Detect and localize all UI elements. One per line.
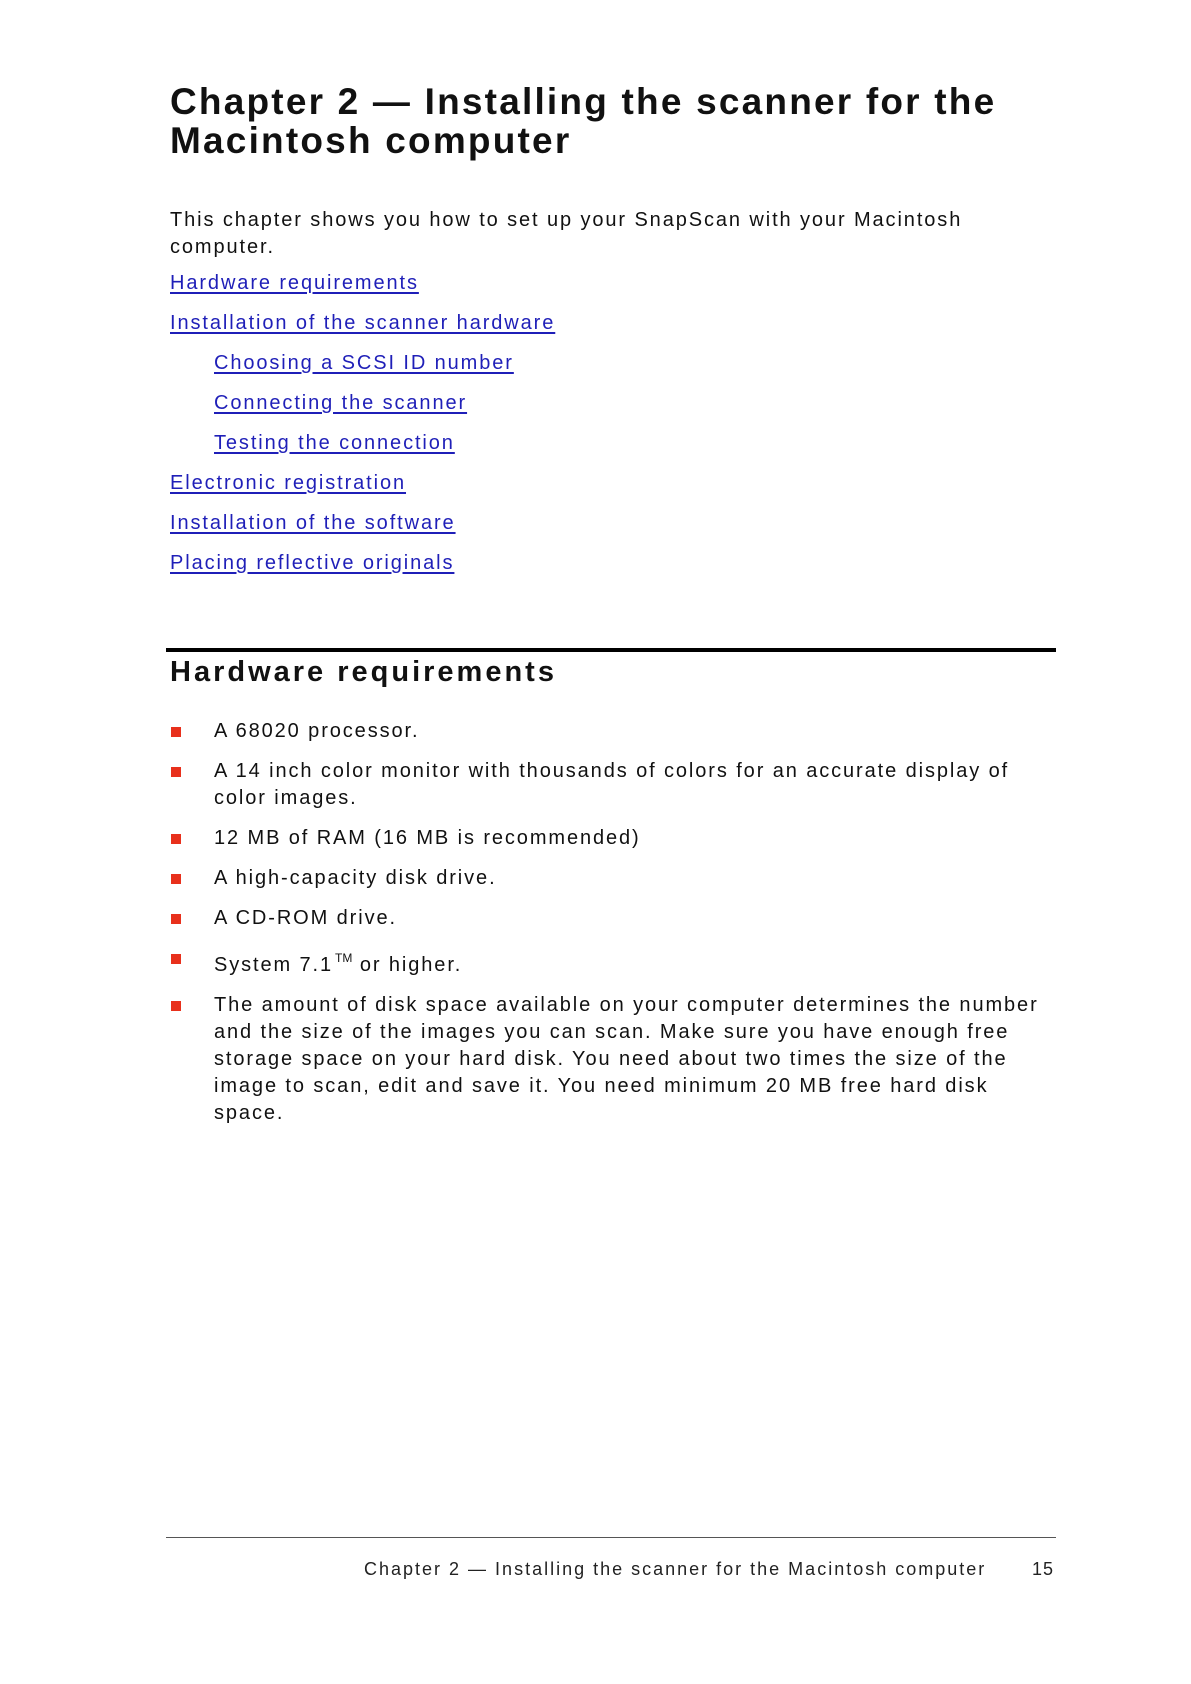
square-bullet-icon bbox=[171, 1001, 181, 1011]
list-item bbox=[170, 758, 1060, 812]
trademark-mark: TM bbox=[335, 951, 353, 965]
footer-divider bbox=[166, 1537, 1056, 1538]
toc-link-installation-scanner-hardware[interactable]: Installation of the scanner hardware bbox=[170, 312, 556, 334]
toc-link-choosing-scsi-id[interactable]: Choosing a SCSI ID number bbox=[214, 352, 514, 374]
list-item-text: 12 MB of RAM (16 MB is recommended) bbox=[214, 827, 641, 849]
toc-link-connecting-scanner[interactable]: Connecting the scanner bbox=[214, 392, 468, 414]
toc-link-hardware-requirements[interactable]: Hardware requirements bbox=[170, 272, 419, 294]
toc-item bbox=[170, 510, 555, 550]
section-heading-hardware-requirements: Hardware requirements bbox=[170, 656, 557, 688]
list-item bbox=[170, 905, 1060, 932]
chapter-title: Chapter 2 — Installing the scanner for the Macintosh computer bbox=[170, 81, 997, 161]
list-item bbox=[170, 865, 1060, 892]
square-bullet-icon bbox=[171, 727, 181, 737]
toc-item bbox=[170, 470, 555, 510]
chapter-contents-list bbox=[170, 270, 555, 590]
toc-link-testing-connection[interactable]: Testing the connection bbox=[214, 432, 455, 454]
list-item-text: A CD-ROM drive. bbox=[214, 907, 397, 929]
square-bullet-icon bbox=[171, 834, 181, 844]
toc-item bbox=[170, 310, 555, 350]
toc-link-electronic-registration[interactable]: Electronic registration bbox=[170, 472, 407, 494]
list-item-text: A 14 inch color monitor with thousands of colors for an accurate display of color images. bbox=[214, 760, 1010, 809]
toc-item bbox=[170, 550, 555, 590]
list-item bbox=[170, 992, 1060, 1127]
square-bullet-icon bbox=[171, 954, 181, 964]
hardware-requirements-list bbox=[170, 718, 1060, 1140]
chapter-intro: This chapter shows you how to set up your SnapScan with your Macintosh computer. bbox=[170, 209, 963, 258]
list-item-text: A 68020 processor. bbox=[214, 720, 420, 742]
list-item bbox=[170, 945, 1060, 979]
toc-link-placing-reflective-originals[interactable]: Placing reflective originals bbox=[170, 552, 455, 574]
list-item bbox=[170, 825, 1060, 852]
toc-item bbox=[170, 390, 555, 430]
square-bullet-icon bbox=[171, 914, 181, 924]
list-item-text: System 7.1 bbox=[214, 954, 334, 976]
toc-item bbox=[170, 270, 555, 310]
section-divider bbox=[166, 648, 1056, 652]
list-item-text: The amount of disk space available on your computer determines the number and the size of the images you can scan. Make sure you have enough free storage space on your hard disk. You need about two times the size of the image to scan, edit and save it. You need minimum 20 MB free hard disk space. bbox=[214, 994, 1039, 1124]
page-number: 15 bbox=[1032, 1559, 1055, 1579]
toc-link-installation-software[interactable]: Installation of the software bbox=[170, 512, 456, 534]
square-bullet-icon bbox=[171, 874, 181, 884]
list-item bbox=[170, 718, 1060, 745]
list-item-text: A high-capacity disk drive. bbox=[214, 867, 497, 889]
list-item-suffix: or higher. bbox=[359, 954, 463, 976]
toc-item bbox=[170, 350, 555, 390]
running-footer: Chapter 2 — Installing the scanner for the Macintosh computer bbox=[364, 1559, 987, 1579]
square-bullet-icon bbox=[171, 767, 181, 777]
toc-item bbox=[170, 430, 555, 470]
